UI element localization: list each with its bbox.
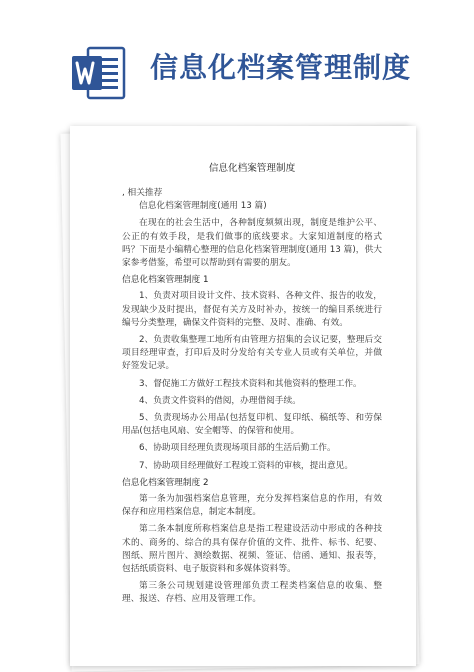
list-item: 6、协助项目经理负责现场项目部的生活后勤工作。 xyxy=(139,443,336,454)
related-label: , 相关推荐 xyxy=(122,188,163,198)
banner-title: 信息化档案管理制度 xyxy=(150,51,412,84)
intro-paragraph: 在现在的社会生活中，各种制度频频出现，制度是维护公平、公正的有效手段，是我们做事的底线要求。大家知道制度的格式吗？下面是小编精心整理的信息化档案管理制度(通用 13 篇)，供大家参考借鉴，希望可以帮助到有需要的朋友。 xyxy=(122,218,382,269)
list-item: 1、负责对项目设计文件、技术资料、各种文件、报告的收发，发现缺少及时提出，督促有关方及时补办，按统一的编目系统进行编号分类整理，确保文件资料的完整、及时、准确、有效。 xyxy=(122,291,382,328)
section-heading-1: 信息化档案管理制度 1 xyxy=(122,275,209,286)
source-line: 信息化档案管理制度(通用 13 篇) xyxy=(139,201,267,212)
list-item: 2、负责收集整理工地所有由管理方招集的会议记要，整理后交项目经理审查，打印后及时分发给有关专业人员或有关单位，并做好签发记录。 xyxy=(122,335,382,372)
list-item: 7、协助项目经理做好工程竣工资料的审核，提出意见。 xyxy=(139,460,354,471)
list-item: 第二条本制度所称档案信息是指工程建设活动中形成的各种技术的、商务的、综合的具有保存价值的文件、批件、标书、纪要、图纸、照片图片、测绘数据、视频、签证、信函、通知、报表等，包括纸质资料、电子版资料和多媒体资料等。 xyxy=(122,524,382,575)
list-item: 5、负责现场办公用品(包括复印机、复印纸、稿纸等、和劳保用品(包括电风扇、安全帽等、的保管和使用。 xyxy=(122,413,382,437)
list-item: 第三条公司规划建设管理部负责工程类档案信息的收集、整理、报送、存档、应用及管理工作。 xyxy=(122,581,382,605)
header-banner xyxy=(0,0,474,118)
list-item: 3、督促施工方做好工程技术资料和其他资料的整理工作。 xyxy=(139,378,362,389)
document-page xyxy=(70,126,416,666)
document-content xyxy=(122,162,382,611)
bullet-dot: , xyxy=(122,188,128,198)
list-item: 4、负责文件资料的借阅，办理借阅手续。 xyxy=(139,395,301,406)
document-title: 信息化档案管理制度 xyxy=(208,163,296,174)
word-doc-icon xyxy=(70,44,126,102)
list-item: 第一条为加强档案信息管理，充分发挥档案信息的作用，有效保存和应用档案信息，制定本制度。 xyxy=(122,494,382,518)
section-heading-2: 信息化档案管理制度 2 xyxy=(122,477,209,488)
